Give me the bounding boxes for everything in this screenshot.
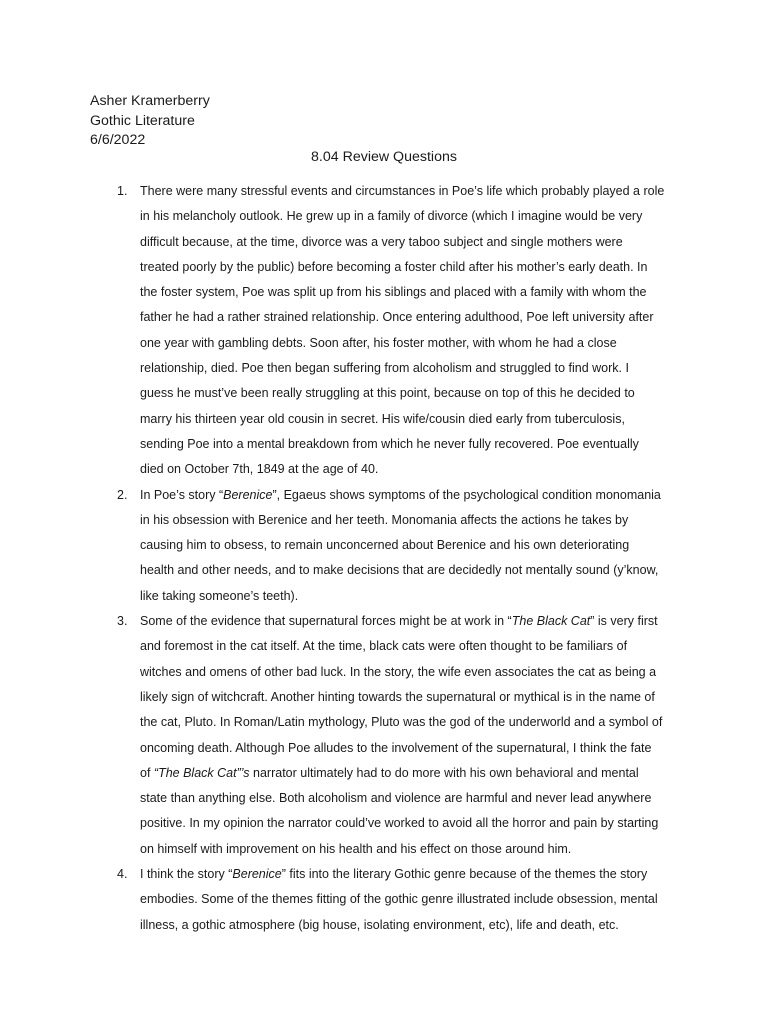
- course-name: Gothic Literature: [90, 112, 195, 129]
- question-item: [117, 609, 665, 862]
- answer-text-segment: ” is very first and foremost in the cat itself. At the time, black cats were often thought to be familiars of witches and omens of other bad luck. In the story, the wife even associates the cat as being a likely sign of witchcraft. Another hinting towards the supernatural or mythical is in the name of the cat, Pluto. In Roman/Latin mythology, Pluto was the god of the underworld and a symbol of oncoming death. Although Poe alludes to the involvement of the supernatural, I think the fate of: [140, 614, 663, 780]
- italic-title-text: Berenice: [223, 487, 273, 502]
- question-number: 2.: [117, 487, 128, 502]
- answer-text-segment: I think the story “: [140, 867, 233, 882]
- question-answer-text: [140, 614, 662, 856]
- question-number: 4.: [117, 867, 128, 882]
- answer-text-segment: ” fits into the literary Gothic genre because of the themes the story embodies. Some of the themes fitting of the gothic genre illustrated include obsession, mental illness, a gothic atmosphere (big house, isolating environment, etc), life and death, etc.: [140, 867, 658, 932]
- italic-title-text: “The Black Cat”’s: [153, 765, 250, 780]
- answer-text-segment: ”, Egaeus shows symptoms of the psychological condition monomania in his obsession with Berenice and her teeth. Monomania affects the actions he takes by causing him to obsess, to remain unconcerned about Berenice and his own deteriorating health and other needs, and to make decisions that are decidedly not mentally sound (y’know, like taking someone’s teeth).: [140, 487, 661, 603]
- question-number: 3.: [117, 614, 128, 629]
- answer-text-segment: In Poe’s story “: [140, 487, 224, 502]
- question-item: [117, 483, 665, 609]
- italic-title-text: The Black Cat: [511, 614, 591, 629]
- question-item: [117, 862, 665, 938]
- author-name: Asher Kramerberry: [90, 93, 210, 109]
- answer-text-segment: narrator ultimately had to do more with his own behavioral and mental state than anything else. Both alcoholism and violence are harmful and never lead anywhere positive. In my opinion the narrator could’ve worked to avoid all the horror and pain by starting on himself with improvement on his health and his effect on those around him.: [140, 765, 659, 856]
- question-item: [117, 179, 665, 483]
- document-title: 8.04 Review Questions: [311, 149, 457, 165]
- italic-title-text: Berenice: [232, 867, 282, 882]
- document-header: [90, 92, 210, 151]
- question-answer-text: [140, 867, 658, 932]
- question-answer-text: [140, 184, 664, 476]
- answer-text-segment: There were many stressful events and circumstances in Poe’s life which probably played a role in his melancholy outlook. He grew up in a family of divorce (which I imagine would be very difficult because, at the time, divorce was a very taboo subject and single mothers were treated poorly by the public) before becoming a foster child after his mother’s early death. In the foster system, Poe was split up from his siblings and placed with a family with whom the father he had a rather strained relationship. Once entering adulthood, Poe left university after one year with gambling debts. Soon after, his foster mother, with whom he had a close relationship, died. Poe then began suffering from alcoholism and struggled to find work. I guess he must’ve been really struggling at this point, because on top of this he decided to marry his thirteen year old cousin in secret. His wife/cousin died early from tuberculosis, sending Poe into a mental breakdown from which he never fully recovered. Poe eventually died on October 7th, 1849 at the age of 40.: [140, 184, 665, 477]
- question-answer-text: [140, 488, 661, 603]
- document-date: 6/6/2022: [90, 132, 146, 148]
- answer-text-segment: Some of the evidence that supernatural forces might be at work in “: [140, 614, 512, 629]
- questions-list: [117, 179, 665, 938]
- question-number: 1.: [117, 184, 128, 198]
